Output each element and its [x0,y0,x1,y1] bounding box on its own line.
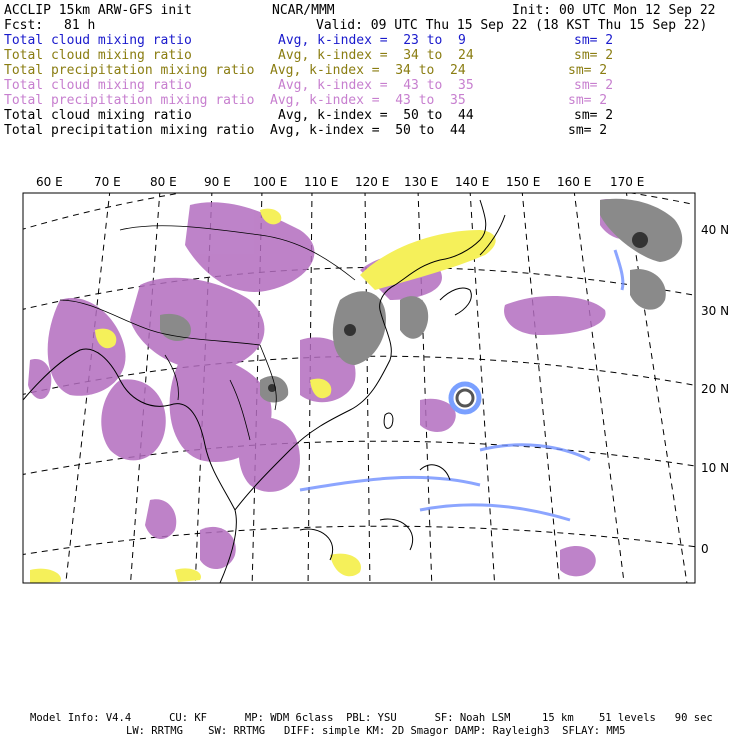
model-title: ACCLIP 15km ARW-GFS init [4,3,192,18]
field-5-name: Total precipitation mixing ratio [4,93,255,108]
field-6-name: Total cloud mixing ratio [4,108,192,123]
longitude-labels [36,175,644,189]
lon-label: 80 E [150,175,177,189]
lon-label: 140 E [455,175,490,189]
field-6-avg: Avg, k-index = 50 to 44 [278,108,474,123]
field-5-sm: sm= 2 [568,93,608,108]
field-6-sm: sm= 2 [574,108,614,123]
model-info-line-1: Model Info: V4.4 CU: KF MP: WDM 6class PBL: YSU SF: Noah LSM 15 km 51 levels 90 sec [30,712,713,724]
lon-label: 150 E [506,175,541,189]
lon-label: 120 E [355,175,390,189]
latitude-labels [701,223,729,556]
lon-label: 130 E [404,175,439,189]
lon-label: 90 E [204,175,231,189]
field-2-avg: Avg, k-index = 34 to 24 [278,48,474,63]
field-5-avg: Avg, k-index = 43 to 35 [270,93,466,108]
field-3-name: Total precipitation mixing ratio [4,63,255,78]
field-1-sm: sm= 2 [574,33,614,48]
lat-label: 40 N [701,223,730,237]
lat-label: 10 N [701,461,730,475]
field-7-name: Total precipitation mixing ratio [4,123,255,138]
field-4-avg: Avg, k-index = 43 to 35 [278,78,474,93]
model-info-line-2: LW: RRTMG SW: RRTMG DIFF: simple KM: 2D Smagor DAMP: Rayleigh3 SFLAY: MM5 [126,725,626,737]
org-label: NCAR/MMM [272,3,335,18]
lon-label: 170 E [610,175,645,189]
field-4-sm: sm= 2 [574,78,614,93]
lon-label: 110 E [304,175,339,189]
init-time: Init: 00 UTC Mon 12 Sep 22 [512,3,716,18]
lon-label: 70 E [94,175,121,189]
lon-label: 60 E [36,175,63,189]
field-7-avg: Avg, k-index = 50 to 44 [270,123,466,138]
field-3-sm: sm= 2 [568,63,608,78]
field-2-name: Total cloud mixing ratio [4,48,192,63]
field-4-name: Total cloud mixing ratio [4,78,192,93]
lat-label: 30 N [701,304,730,318]
field-1-name: Total cloud mixing ratio [4,33,192,48]
lat-label: 20 N [701,382,730,396]
field-2-sm: sm= 2 [574,48,614,63]
lat-label: 0 [701,542,709,556]
field-1-avg: Avg, k-index = 23 to 9 [278,33,466,48]
lon-label: 160 E [557,175,592,189]
field-3-avg: Avg, k-index = 34 to 24 [270,63,466,78]
lon-label: 100 E [253,175,288,189]
forecast-label: Fcst: [4,18,44,33]
valid-time: Valid: 09 UTC Thu 15 Sep 22 (18 KST Thu 15 Sep 22) [316,18,708,33]
forecast-hours: 81 h [64,18,96,33]
field-7-sm: sm= 2 [568,123,608,138]
